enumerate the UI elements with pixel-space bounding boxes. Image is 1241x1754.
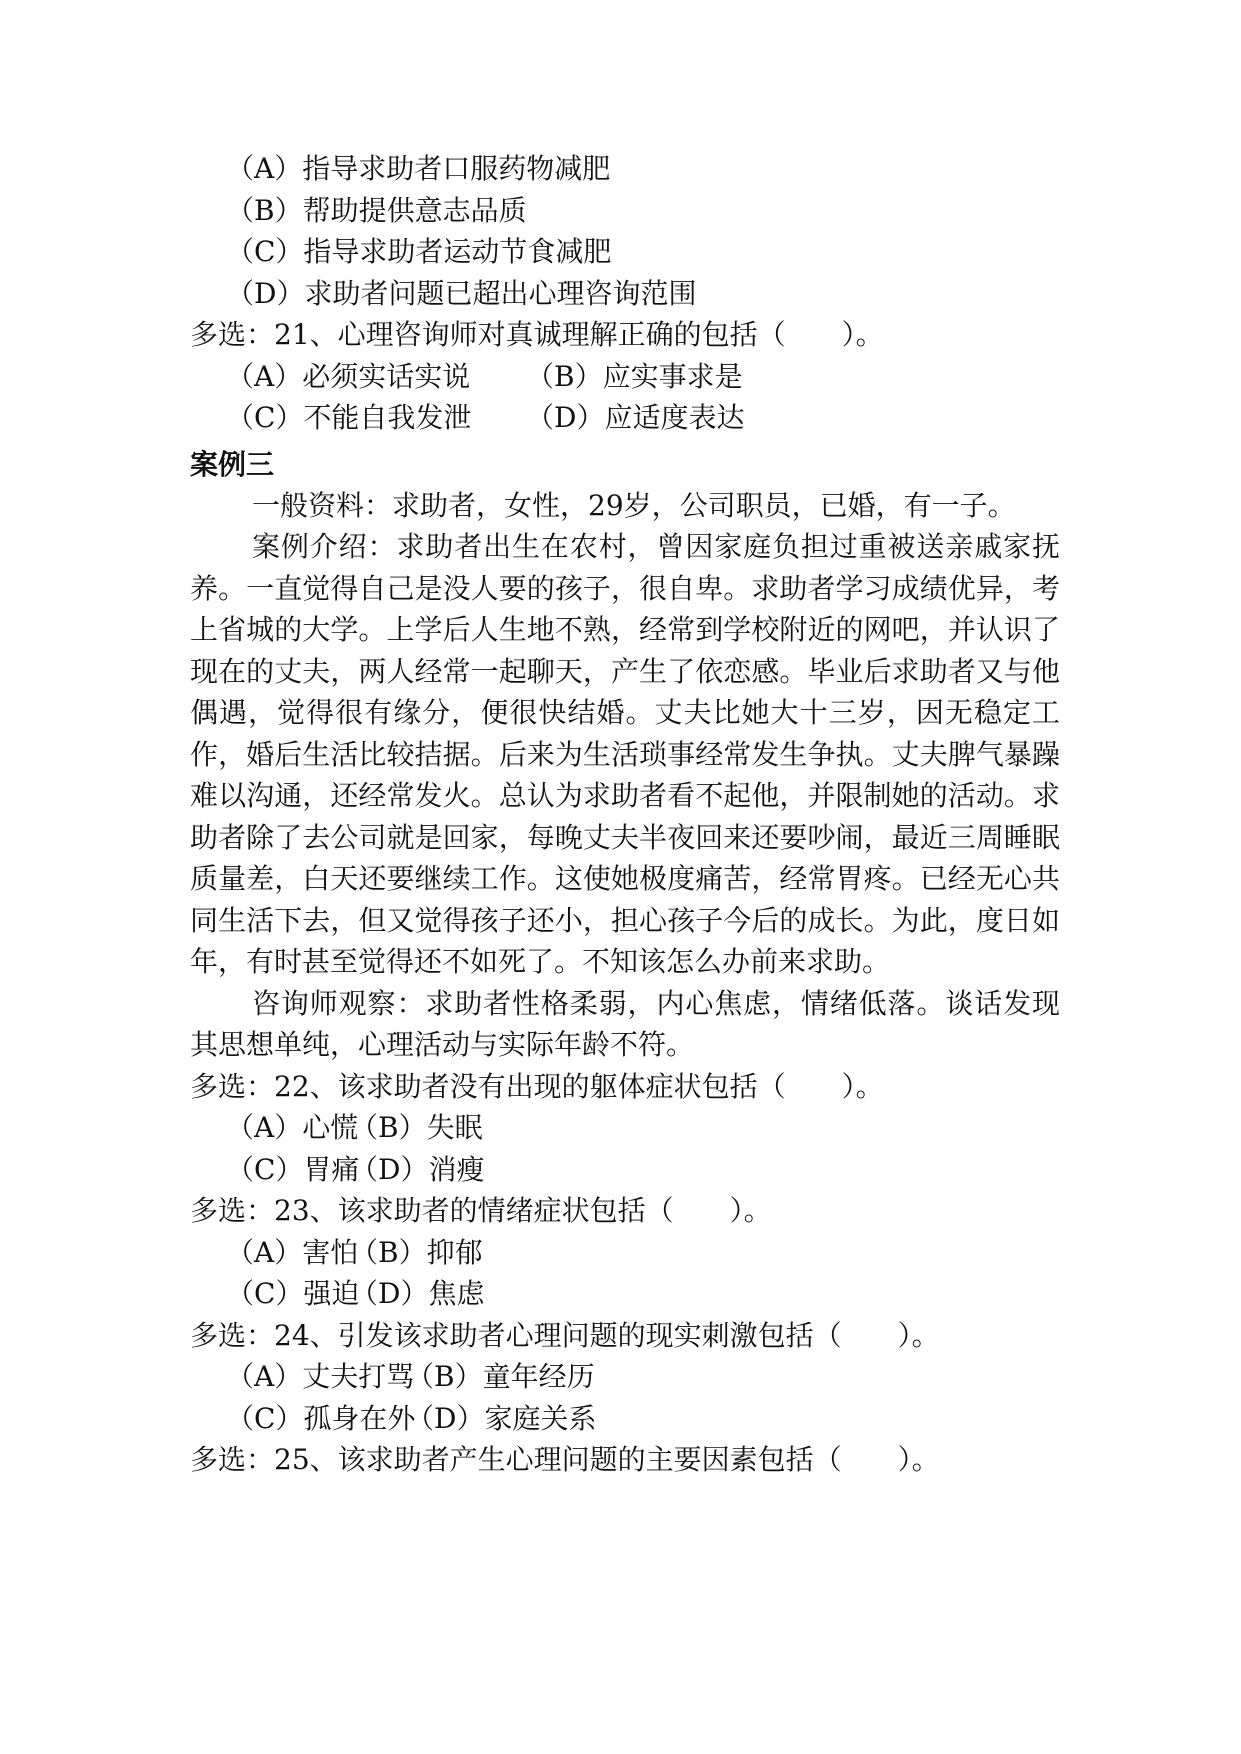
option-c: （C）孤身在外 (226, 1401, 416, 1435)
question-25 (190, 1439, 1060, 1481)
option-c: （C）强迫 (226, 1277, 360, 1310)
option-d: （D）消瘦 (350, 1152, 485, 1186)
option-c: （C）胃痛 (226, 1152, 360, 1186)
option-d: （D）焦虑 (350, 1277, 485, 1310)
question-22-options-row-2 (190, 1149, 1060, 1191)
question-23-options-row-2 (190, 1273, 1060, 1315)
option-a: （A）丈夫打骂 (226, 1360, 415, 1393)
question-25-stem: 多选：25、该求助者产生心理问题的主要因素包括（ ）。 (190, 1443, 940, 1476)
question-24 (190, 1315, 1060, 1440)
case-introduction: 案例介绍：求助者出生在农村，曾因家庭负担过重被送亲戚家抚养。一直觉得自己是没人要的孩子，很自卑。求助者学习成绩优异，考上省城的大学。上学后人生地不熟，经常到学校附近的网吧，并认识了现在的丈夫，两人经常一起聊天，产生了依恋感。毕业后求助者又与他偶遇，觉得很有缘分，便很快结婚。丈夫比她大十三岁，因无稳定工作，婚后生活比较拮据。后来为生活琐事经常发生争执。丈夫脾气暴躁难以沟通，还经常发火。总认为求助者看不起他，并限制她的活动。求助者除了去公司就是回家，每晚丈夫半夜回来还要吵闹，最近三周睡眠质量差，白天还要继续工作。这使她极度痛苦，经常胃疼。已经无心共同生活下去，但又觉得孩子还小，担心孩子今后的成长。为此，度日如年，有时甚至觉得还不如死了。不知该怎么办前来求助。 (190, 530, 1060, 978)
question-21-options-row-1 (190, 356, 1060, 398)
question-23-options-row-1 (190, 1232, 1060, 1274)
prev-option-d: （D）求助者问题已超出心理咨询范围 (226, 276, 697, 310)
question-24-options-row-2 (190, 1398, 1060, 1440)
prev-option-b: （B）帮助提供意志品质 (226, 193, 527, 227)
option-a: （A）心慌 (226, 1111, 359, 1144)
question-23 (190, 1190, 1060, 1315)
question-24-stem: 多选：24、引发该求助者心理问题的现实刺激包括（ ）。 (190, 1318, 940, 1352)
option-d: （D）家庭关系 (406, 1401, 597, 1435)
option-a: （A）必须实话实说 (226, 359, 471, 393)
counselor-observation: 咨询师观察：求助者性格柔弱，内心焦虑，情绪低落。谈话发现其思想单纯，心理活动与实际年龄不符。 (190, 986, 1060, 1061)
prev-option-a: （A）指导求助者口服药物减肥 (226, 152, 611, 185)
option-b: （B）失眠 (350, 1111, 483, 1144)
option-d: （D）应适度表达 (526, 401, 745, 434)
document-page (190, 148, 1060, 1481)
prev-option-c: （C）指导求助者运动节食减肥 (226, 235, 612, 268)
option-b: （B）应实事求是 (526, 359, 743, 393)
option-c: （C）不能自我发泄 (226, 401, 472, 434)
question-22-options-row-1 (190, 1107, 1060, 1149)
question-22-stem: 多选：22、该求助者没有出现的躯体症状包括（ ）。 (190, 1069, 884, 1103)
question-21-options-row-2 (190, 397, 1060, 439)
option-b: （B）童年经历 (406, 1360, 595, 1393)
question-21 (190, 314, 1060, 439)
question-22 (190, 1066, 1060, 1191)
case-general-info: 一般资料：求助者，女性，29岁，公司职员，已婚，有一子。 (252, 488, 1016, 522)
option-a: （A）害怕 (226, 1235, 359, 1269)
question-24-options-row-1 (190, 1356, 1060, 1398)
question-23-stem: 多选：23、该求助者的情绪症状包括（ ）。 (190, 1194, 772, 1227)
option-b: （B）抑郁 (350, 1235, 483, 1269)
question-21-stem: 多选：21、心理咨询师对真诚理解正确的包括（ ）。 (190, 318, 884, 351)
case-title: 案例三 (190, 447, 275, 481)
